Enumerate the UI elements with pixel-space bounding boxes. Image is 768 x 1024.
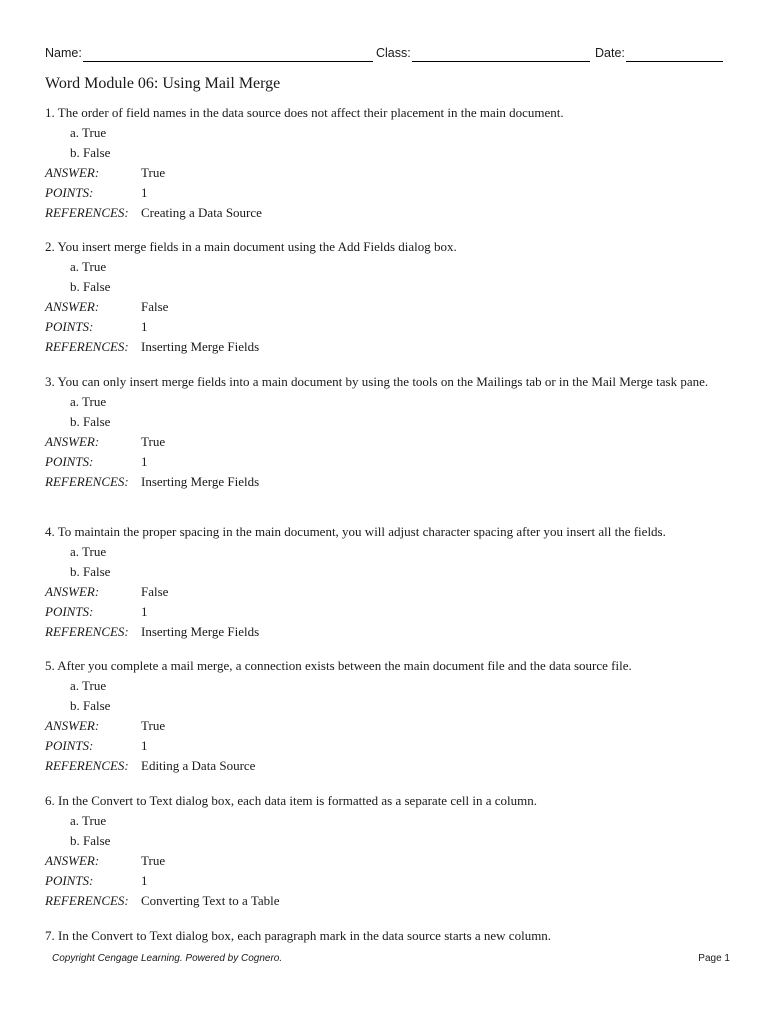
answer-label: ANSWER: xyxy=(45,165,100,180)
name-label: Name: xyxy=(45,46,82,60)
question-stem: 6. In the Convert to Text dialog box, each data item is formatted as a separate cell in a column. xyxy=(45,793,537,808)
answer-value: False xyxy=(141,584,169,599)
answer-label: ANSWER: xyxy=(45,853,100,868)
header-row xyxy=(45,44,725,64)
option-b: b. False xyxy=(70,279,111,294)
question-stem: 3. You can only insert merge fields into a main document by using the tools on the Mailings tab or in the Mail Merge task pane. xyxy=(45,374,709,389)
answer-row xyxy=(45,163,730,183)
answer-label: ANSWER: xyxy=(45,434,100,449)
answer-value: True xyxy=(141,853,166,868)
answer-row xyxy=(45,297,730,317)
option-a: a. True xyxy=(70,259,107,274)
points-value: 1 xyxy=(141,604,148,619)
points-value: 1 xyxy=(141,873,148,888)
references-row xyxy=(45,472,730,492)
question-7 xyxy=(45,928,730,944)
option-a: a. True xyxy=(70,125,107,140)
references-row xyxy=(45,622,730,642)
references-row xyxy=(45,756,730,776)
references-label: REFERENCES: xyxy=(45,339,129,354)
points-label: POINTS: xyxy=(45,454,94,469)
references-value: Creating a Data Source xyxy=(141,205,262,220)
references-value: Inserting Merge Fields xyxy=(141,339,260,354)
question-stem: 5. After you complete a mail merge, a connection exists between the main document file and the data source file. xyxy=(45,658,632,673)
question-1 xyxy=(45,105,730,223)
class-label: Class: xyxy=(376,46,411,60)
answer-value: True xyxy=(141,165,166,180)
page-title: Word Module 06: Using Mail Merge xyxy=(45,75,281,92)
answer-label: ANSWER: xyxy=(45,718,100,733)
references-label: REFERENCES: xyxy=(45,205,129,220)
answer-row xyxy=(45,716,730,736)
answer-label: ANSWER: xyxy=(45,299,100,314)
name-field[interactable] xyxy=(83,61,373,62)
date-label: Date: xyxy=(595,46,625,60)
question-5 xyxy=(45,658,730,776)
points-label: POINTS: xyxy=(45,319,94,334)
answer-label: ANSWER: xyxy=(45,584,100,599)
answer-value: False xyxy=(141,299,169,314)
references-label: REFERENCES: xyxy=(45,474,129,489)
references-row xyxy=(45,891,730,911)
option-b: b. False xyxy=(70,698,111,713)
references-row xyxy=(45,203,730,223)
points-row xyxy=(45,602,730,622)
date-field[interactable] xyxy=(626,61,723,62)
question-3 xyxy=(45,374,730,492)
points-row xyxy=(45,452,730,472)
references-value: Editing a Data Source xyxy=(141,758,256,773)
points-value: 1 xyxy=(141,185,148,200)
question-4 xyxy=(45,524,730,642)
answer-value: True xyxy=(141,718,166,733)
question-6 xyxy=(45,793,730,911)
points-label: POINTS: xyxy=(45,185,94,200)
option-a: a. True xyxy=(70,544,107,559)
points-label: POINTS: xyxy=(45,604,94,619)
option-b: b. False xyxy=(70,564,111,579)
footer-copyright: Copyright Cengage Learning. Powered by Cognero. xyxy=(52,953,283,964)
points-row xyxy=(45,871,730,891)
points-row xyxy=(45,183,730,203)
references-label: REFERENCES: xyxy=(45,624,129,639)
option-a: a. True xyxy=(70,813,107,828)
question-2 xyxy=(45,239,730,357)
question-stem: 4. To maintain the proper spacing in the main document, you will adjust character spacing after you insert all the fields. xyxy=(45,524,666,539)
question-stem: 2. You insert merge fields in a main document using the Add Fields dialog box. xyxy=(45,239,457,254)
question-stem: 7. In the Convert to Text dialog box, each paragraph mark in the data source starts a new column. xyxy=(45,928,552,943)
question-stem: 1. The order of field names in the data source does not affect their placement in the main document. xyxy=(45,105,564,120)
points-value: 1 xyxy=(141,738,148,753)
option-b: b. False xyxy=(70,414,111,429)
points-value: 1 xyxy=(141,319,148,334)
answer-row xyxy=(45,851,730,871)
page-number: Page 1 xyxy=(698,953,730,964)
points-label: POINTS: xyxy=(45,873,94,888)
option-a: a. True xyxy=(70,678,107,693)
option-b: b. False xyxy=(70,145,111,160)
references-label: REFERENCES: xyxy=(45,758,129,773)
option-a: a. True xyxy=(70,394,107,409)
references-label: REFERENCES: xyxy=(45,893,129,908)
option-b: b. False xyxy=(70,833,111,848)
points-label: POINTS: xyxy=(45,738,94,753)
answer-value: True xyxy=(141,434,166,449)
points-row xyxy=(45,736,730,756)
references-value: Converting Text to a Table xyxy=(141,893,280,908)
references-value: Inserting Merge Fields xyxy=(141,624,260,639)
answer-row xyxy=(45,582,730,602)
references-row xyxy=(45,337,730,357)
references-value: Inserting Merge Fields xyxy=(141,474,260,489)
points-row xyxy=(45,317,730,337)
answer-row xyxy=(45,432,730,452)
class-field[interactable] xyxy=(412,61,590,62)
points-value: 1 xyxy=(141,454,148,469)
